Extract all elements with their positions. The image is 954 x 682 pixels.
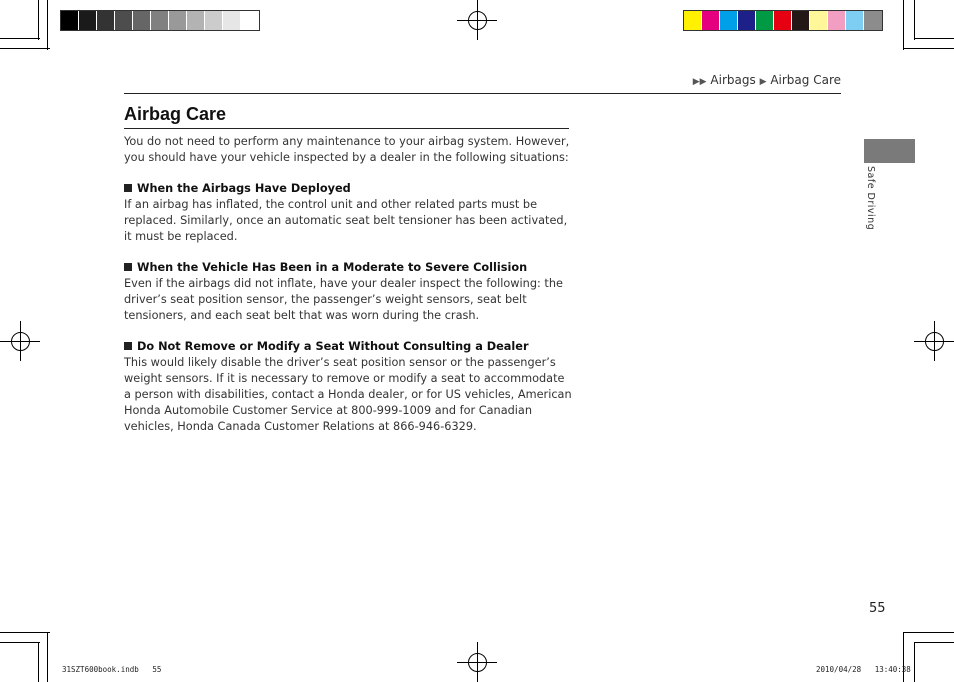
registration-mark-left	[0, 321, 40, 361]
color-swatch	[97, 11, 115, 30]
page-title: Airbag Care	[124, 104, 227, 124]
registration-mark-bottom	[457, 642, 497, 682]
crop-mark	[0, 632, 50, 633]
crop-mark	[903, 0, 904, 50]
breadcrumb-arrow-icon: ▶▶	[692, 77, 707, 87]
color-swatch	[720, 11, 738, 30]
color-swatch	[864, 11, 882, 30]
crop-mark	[38, 642, 39, 682]
breadcrumb	[693, 73, 841, 87]
color-swatch	[79, 11, 97, 30]
title-divider	[124, 128, 569, 129]
section-modify-seat	[124, 339, 572, 435]
color-swatch	[223, 11, 241, 30]
breadcrumb-level1[interactable]: Airbags	[710, 73, 756, 87]
header-divider	[124, 93, 841, 94]
crop-mark	[914, 642, 954, 643]
crop-mark	[47, 0, 48, 50]
crop-mark	[914, 0, 915, 40]
section-heading	[124, 260, 572, 276]
section-heading-text: When the Airbags Have Deployed	[137, 182, 351, 195]
section-heading-text: Do Not Remove or Modify a Seat Without Consulting a Dealer	[137, 340, 529, 353]
breadcrumb-arrow-icon: ▶	[759, 77, 767, 87]
section-body: If an airbag has inflated, the control unit and other related parts must be replaced. Similarly, once an automatic seat belt tensioner has been activated, it must be replaced.	[124, 198, 568, 243]
section-heading	[124, 181, 572, 197]
section-moderate-collision	[124, 260, 572, 324]
crop-mark	[0, 48, 50, 49]
chapter-tab[interactable]	[864, 139, 915, 163]
section-heading-text: When the Vehicle Has Been in a Moderate to Severe Collision	[137, 261, 528, 274]
page-number: 55	[869, 601, 886, 616]
square-bullet-icon	[124, 263, 132, 271]
main-content	[124, 134, 572, 435]
crop-mark	[903, 632, 904, 682]
color-swatch	[241, 11, 259, 30]
section-heading	[124, 339, 572, 355]
crop-mark	[903, 632, 954, 633]
crop-mark	[903, 48, 954, 49]
footer-time: 13:40:38	[874, 665, 911, 674]
footer-file	[62, 665, 161, 674]
color-swatch	[187, 11, 205, 30]
intro-paragraph: You do not need to perform any maintenance to your airbag system. However, you should have your vehicle inspected by a dealer in the following situations:	[124, 135, 570, 164]
color-swatch	[828, 11, 846, 30]
crop-mark	[914, 642, 915, 682]
chapter-tab-label: Safe Driving	[865, 166, 876, 231]
footer-timestamp	[816, 665, 911, 674]
color-swatch	[115, 11, 133, 30]
process-color-bar	[683, 10, 883, 31]
footer-page: 55	[152, 665, 162, 674]
square-bullet-icon	[124, 342, 132, 350]
color-swatch	[133, 11, 151, 30]
color-swatch	[738, 11, 756, 30]
color-swatch	[205, 11, 223, 30]
footer-filename: 31SZT600book.indb	[62, 665, 139, 674]
breadcrumb-level2[interactable]: Airbag Care	[770, 73, 841, 87]
color-swatch	[792, 11, 810, 30]
color-swatch	[774, 11, 792, 30]
crop-mark	[47, 632, 48, 682]
color-swatch	[169, 11, 187, 30]
section-body: This would likely disable the driver’s seat position sensor or the passenger’s weight sensors. If it is necessary to remove or modify a seat to accommodate a person with disabilities, contact a Honda dealer, or for US vehicles, American Honda Automobile Customer Service at 800-999-1009 and for Canadian vehicles, Honda Canada Customer Relations at 866-946-6329.	[124, 356, 572, 433]
crop-mark	[0, 38, 40, 39]
crop-mark	[0, 642, 40, 643]
color-swatch	[702, 11, 720, 30]
color-swatch	[846, 11, 864, 30]
registration-mark-top	[457, 0, 497, 40]
color-swatch	[810, 11, 828, 30]
section-body: Even if the airbags did not inflate, have your dealer inspect the following: the driver’s seat position sensor, the passenger’s weight sensors, seat belt tensioners, and each seat belt that was worn during the crash.	[124, 277, 563, 322]
color-swatch	[61, 11, 79, 30]
footer-date: 2010/04/28	[816, 665, 862, 674]
color-swatch	[151, 11, 169, 30]
registration-mark-right	[914, 321, 954, 361]
square-bullet-icon	[124, 184, 132, 192]
grayscale-color-bar	[60, 10, 260, 31]
crop-mark	[914, 38, 954, 39]
section-airbags-deployed	[124, 181, 572, 245]
crop-mark	[38, 0, 39, 40]
color-swatch	[756, 11, 774, 30]
color-swatch	[684, 11, 702, 30]
